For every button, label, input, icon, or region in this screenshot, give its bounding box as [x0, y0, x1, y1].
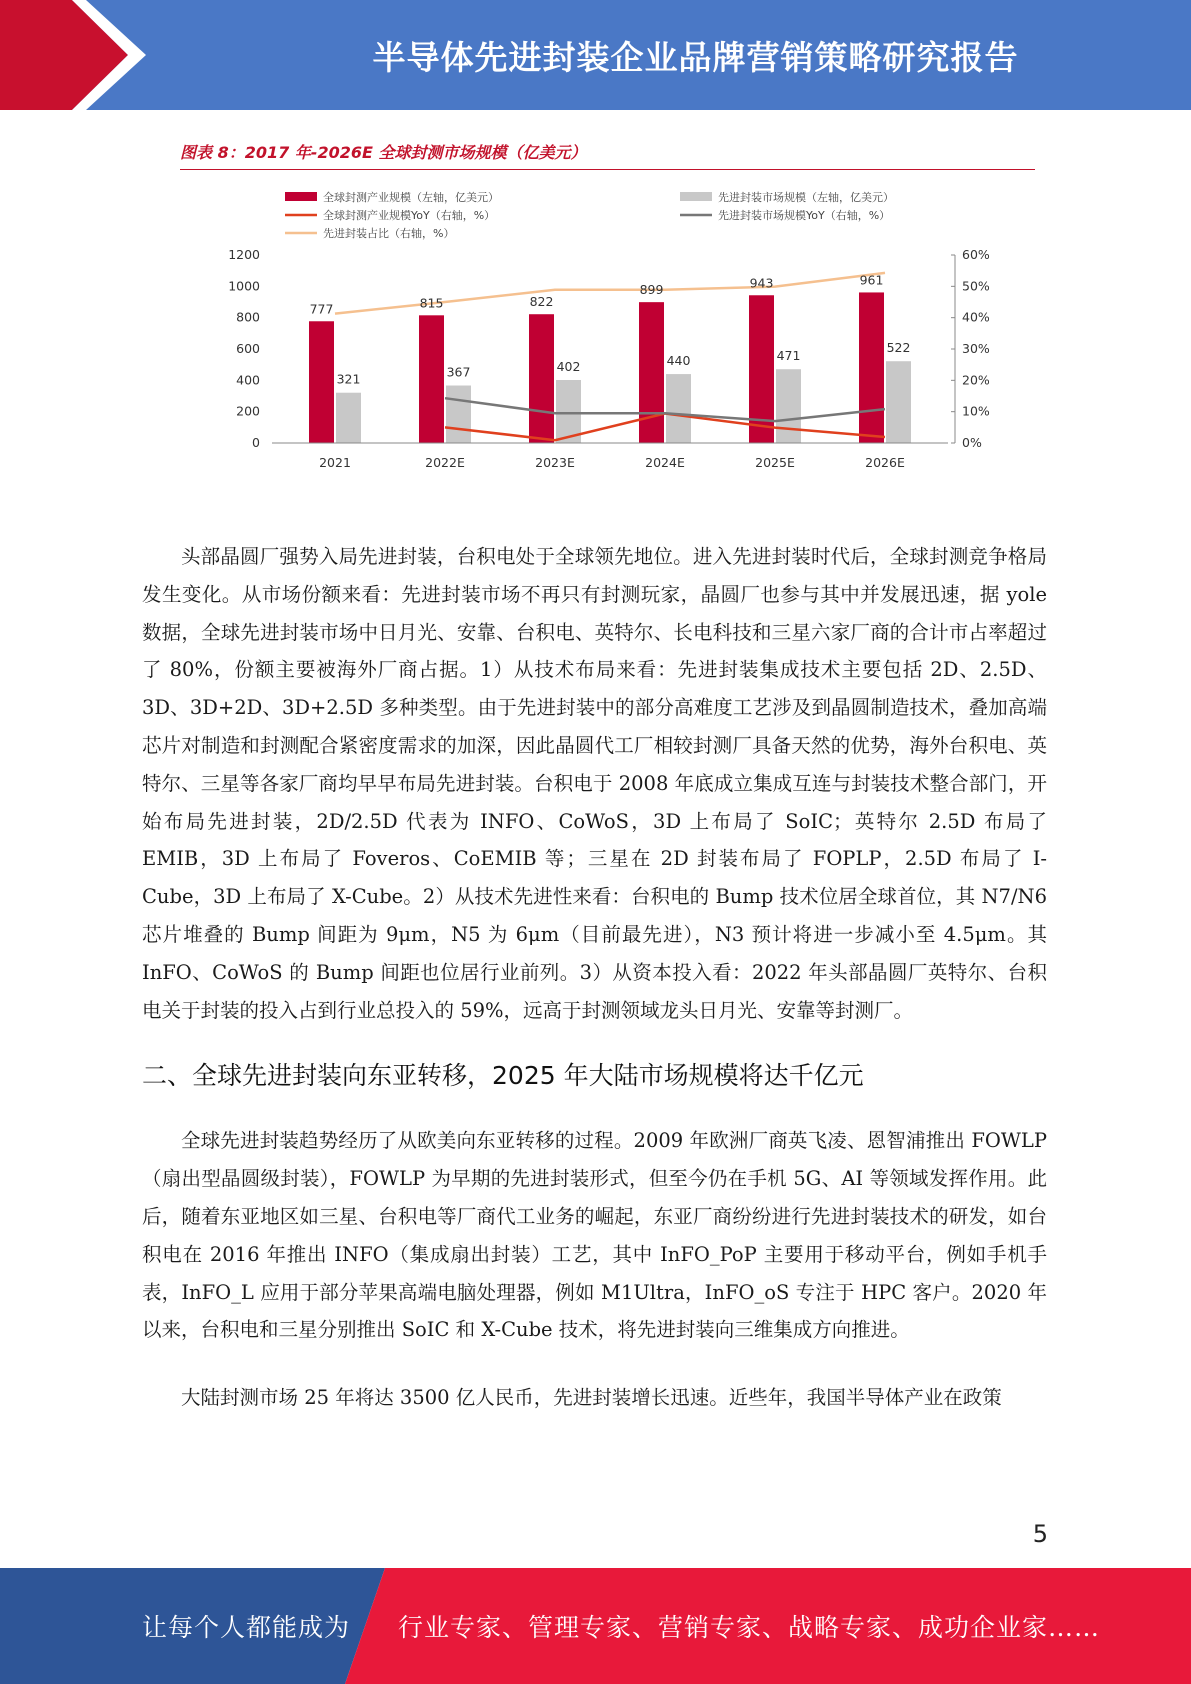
footer-slogan-left: 让每个人都能成为 [142, 1613, 351, 1642]
bar [309, 321, 334, 443]
bar-value-label: 522 [886, 340, 911, 356]
bar-value-label: 961 [859, 272, 884, 288]
paragraph: 头部晶圆厂强势入局先进封装，台积电处于全球领先地位。进入先进封装时代后，全球封测竞争格局发生变化。从市场份额来看：先进封装市场不再只有封测玩家，晶圆厂也参与其中并发展迅速，据 yole 数据，全球先进封装市场中日月光、安靠、台积电、英特尔、长电科技和三星六家厂商的合计市占率超过了 80%，份额主要被海外厂商占据。1）从技术布局来看：先进封装集成技术主要包括 2D、2.5D、3D、3D+2D、3D+2.5D 多种类型。由于先进封装中的部分高难度工艺涉及到晶圆制造技术，叠加高端芯片对制造和封测配合紧密度需求的加深，因此晶圆代工厂相较封测厂具备天然的优势，海外台积电、英特尔、三星等各家厂商均早早布局先进封装。台积电于 2008 年底成立集成互连与封装技术整合部门，开始布局先进封装，2D/2.5D 代表为 INFO、CoWoS，3D 上布局了 SoIC；英特尔 2.5D 布局了 EMIB，3D 上布局了 Foveros、CoEMIB 等；三星在 2D 封装布局了 FOPLP，2.5D 布局了 I-Cube，3D 上布局了 X-Cube。2）从技术先进性来看：台积电的 Bump 技术位居全球首位，其 N7/N6 芯片堆叠的 Bump 间距为 9μm，N5 为 6μm（目前最先进），N3 预计将进一步减小至 4.5μm。其 InFO、CoWoS 的 Bump 间距也位居行业前列。3）从资本投入看：2022 年头部晶圆厂英特尔、台积电关于封装的投入占到行业总投入的 59%，远高于封测领域龙头日月光、安靠等封测厂。 [142, 545, 1047, 1022]
y2-tick-label: 10% [962, 403, 990, 419]
x-tick-label: 2023E [535, 455, 575, 470]
bar [886, 361, 911, 443]
y-tick-label: 600 [236, 341, 260, 356]
bar-value-label: 777 [309, 301, 334, 317]
footer-slogan-right: 行业专家、管理专家、营销专家、战略专家、成功企业家…… [398, 1613, 1101, 1642]
y2-tick-label: 60% [962, 247, 990, 262]
legend-label: 先进封装占比（右轴，%） [323, 227, 455, 240]
series-line [335, 273, 885, 314]
bar-value-label: 402 [556, 359, 581, 375]
y-tick-label: 1000 [228, 278, 260, 294]
bar [639, 302, 664, 443]
y2-tick-label: 0% [962, 435, 982, 450]
legend-label: 先进封装市场规模（左轴，亿美元） [718, 191, 894, 204]
bar-value-label: 943 [749, 275, 774, 291]
header-chevron-decoration [0, 0, 170, 110]
bar [859, 292, 884, 443]
bar [529, 314, 554, 443]
bar-value-label: 822 [529, 294, 554, 310]
report-title: 半导体先进封装企业品牌营销策略研究报告 [372, 37, 1019, 77]
x-tick-label: 2021 [319, 455, 351, 470]
page-footer [0, 1568, 1191, 1684]
y-tick-label: 1200 [228, 247, 260, 262]
x-tick-label: 2024E [645, 455, 685, 470]
bar-value-label: 471 [776, 348, 801, 364]
bar-value-label: 815 [419, 295, 444, 311]
bar [446, 386, 471, 443]
legend-label: 先进封装市场规模YoY（右轴，%） [718, 209, 891, 222]
bar [336, 393, 361, 443]
bar-value-label: 367 [446, 364, 471, 380]
y-tick-label: 0 [252, 435, 260, 450]
bar-value-label: 440 [666, 353, 691, 369]
legend-label: 全球封测产业规模（左轴，亿美元） [323, 191, 499, 204]
bar-value-label: 899 [639, 282, 664, 298]
legend-swatch [285, 192, 317, 201]
legend-label: 全球封测产业规模YoY（右轴，%） [323, 209, 496, 222]
y2-tick-label: 30% [962, 341, 990, 356]
legend-swatch [680, 192, 712, 201]
market-size-chart [150, 180, 990, 480]
paragraph: 全球先进封装趋势经历了从欧美向东亚转移的过程。2009 年欧洲厂商英飞凌、恩智浦推出 FOWLP（扇出型晶圆级封装），FOWLP 为早期的先进封装形式，但至今仍在手机 5G、AI 等领域发挥作用。此后，随着东亚地区如三星、台积电等厂商代工业务的崛起，东亚厂商纷纷进行先进封装技术的研发，如台积电在 2016 年推出 INFO（集成扇出封装）工艺，其中 InFO_PoP 主要用于移动平台，例如手机手表，InFO_L 应用于部分苹果高端电脑处理器，例如 M1Ultra，InFO_oS 专注于 HPC 客户。2020 年以来，台积电和三星分别推出 SoIC 和 X-Cube 技术，将先进封装向三维集成方向推进。 [142, 1129, 1047, 1342]
page-number: 5 [1032, 1520, 1048, 1548]
y2-tick-label: 20% [962, 372, 990, 388]
paragraph: 大陆封测市场 25 年将达 3500 亿人民币，先进封装增长迅速。近些年，我国半导体产业在政策 [181, 1386, 1002, 1410]
section-heading: 二、全球先进封装向东亚转移，2025 年大陆市场规模将达千亿元 [142, 1061, 864, 1091]
chart-legend [285, 190, 894, 240]
series-line [445, 398, 885, 421]
y2-tick-label: 50% [962, 278, 990, 294]
bar-value-label: 321 [336, 371, 361, 387]
y-tick-label: 800 [236, 309, 260, 325]
y2-tick-label: 40% [962, 309, 990, 325]
bar [666, 374, 691, 443]
bar [776, 369, 801, 443]
x-tick-label: 2026E [865, 455, 905, 470]
page-header [0, 0, 1191, 110]
main-content [142, 538, 1047, 1417]
x-tick-label: 2025E [755, 455, 795, 470]
x-tick-label: 2022E [425, 455, 465, 470]
y-tick-label: 400 [236, 372, 260, 388]
figure-caption: 图表 8：2017 年-2026E 全球封测市场规模（亿美元） [180, 140, 1035, 170]
bar [419, 315, 444, 443]
y-tick-label: 200 [236, 403, 260, 419]
